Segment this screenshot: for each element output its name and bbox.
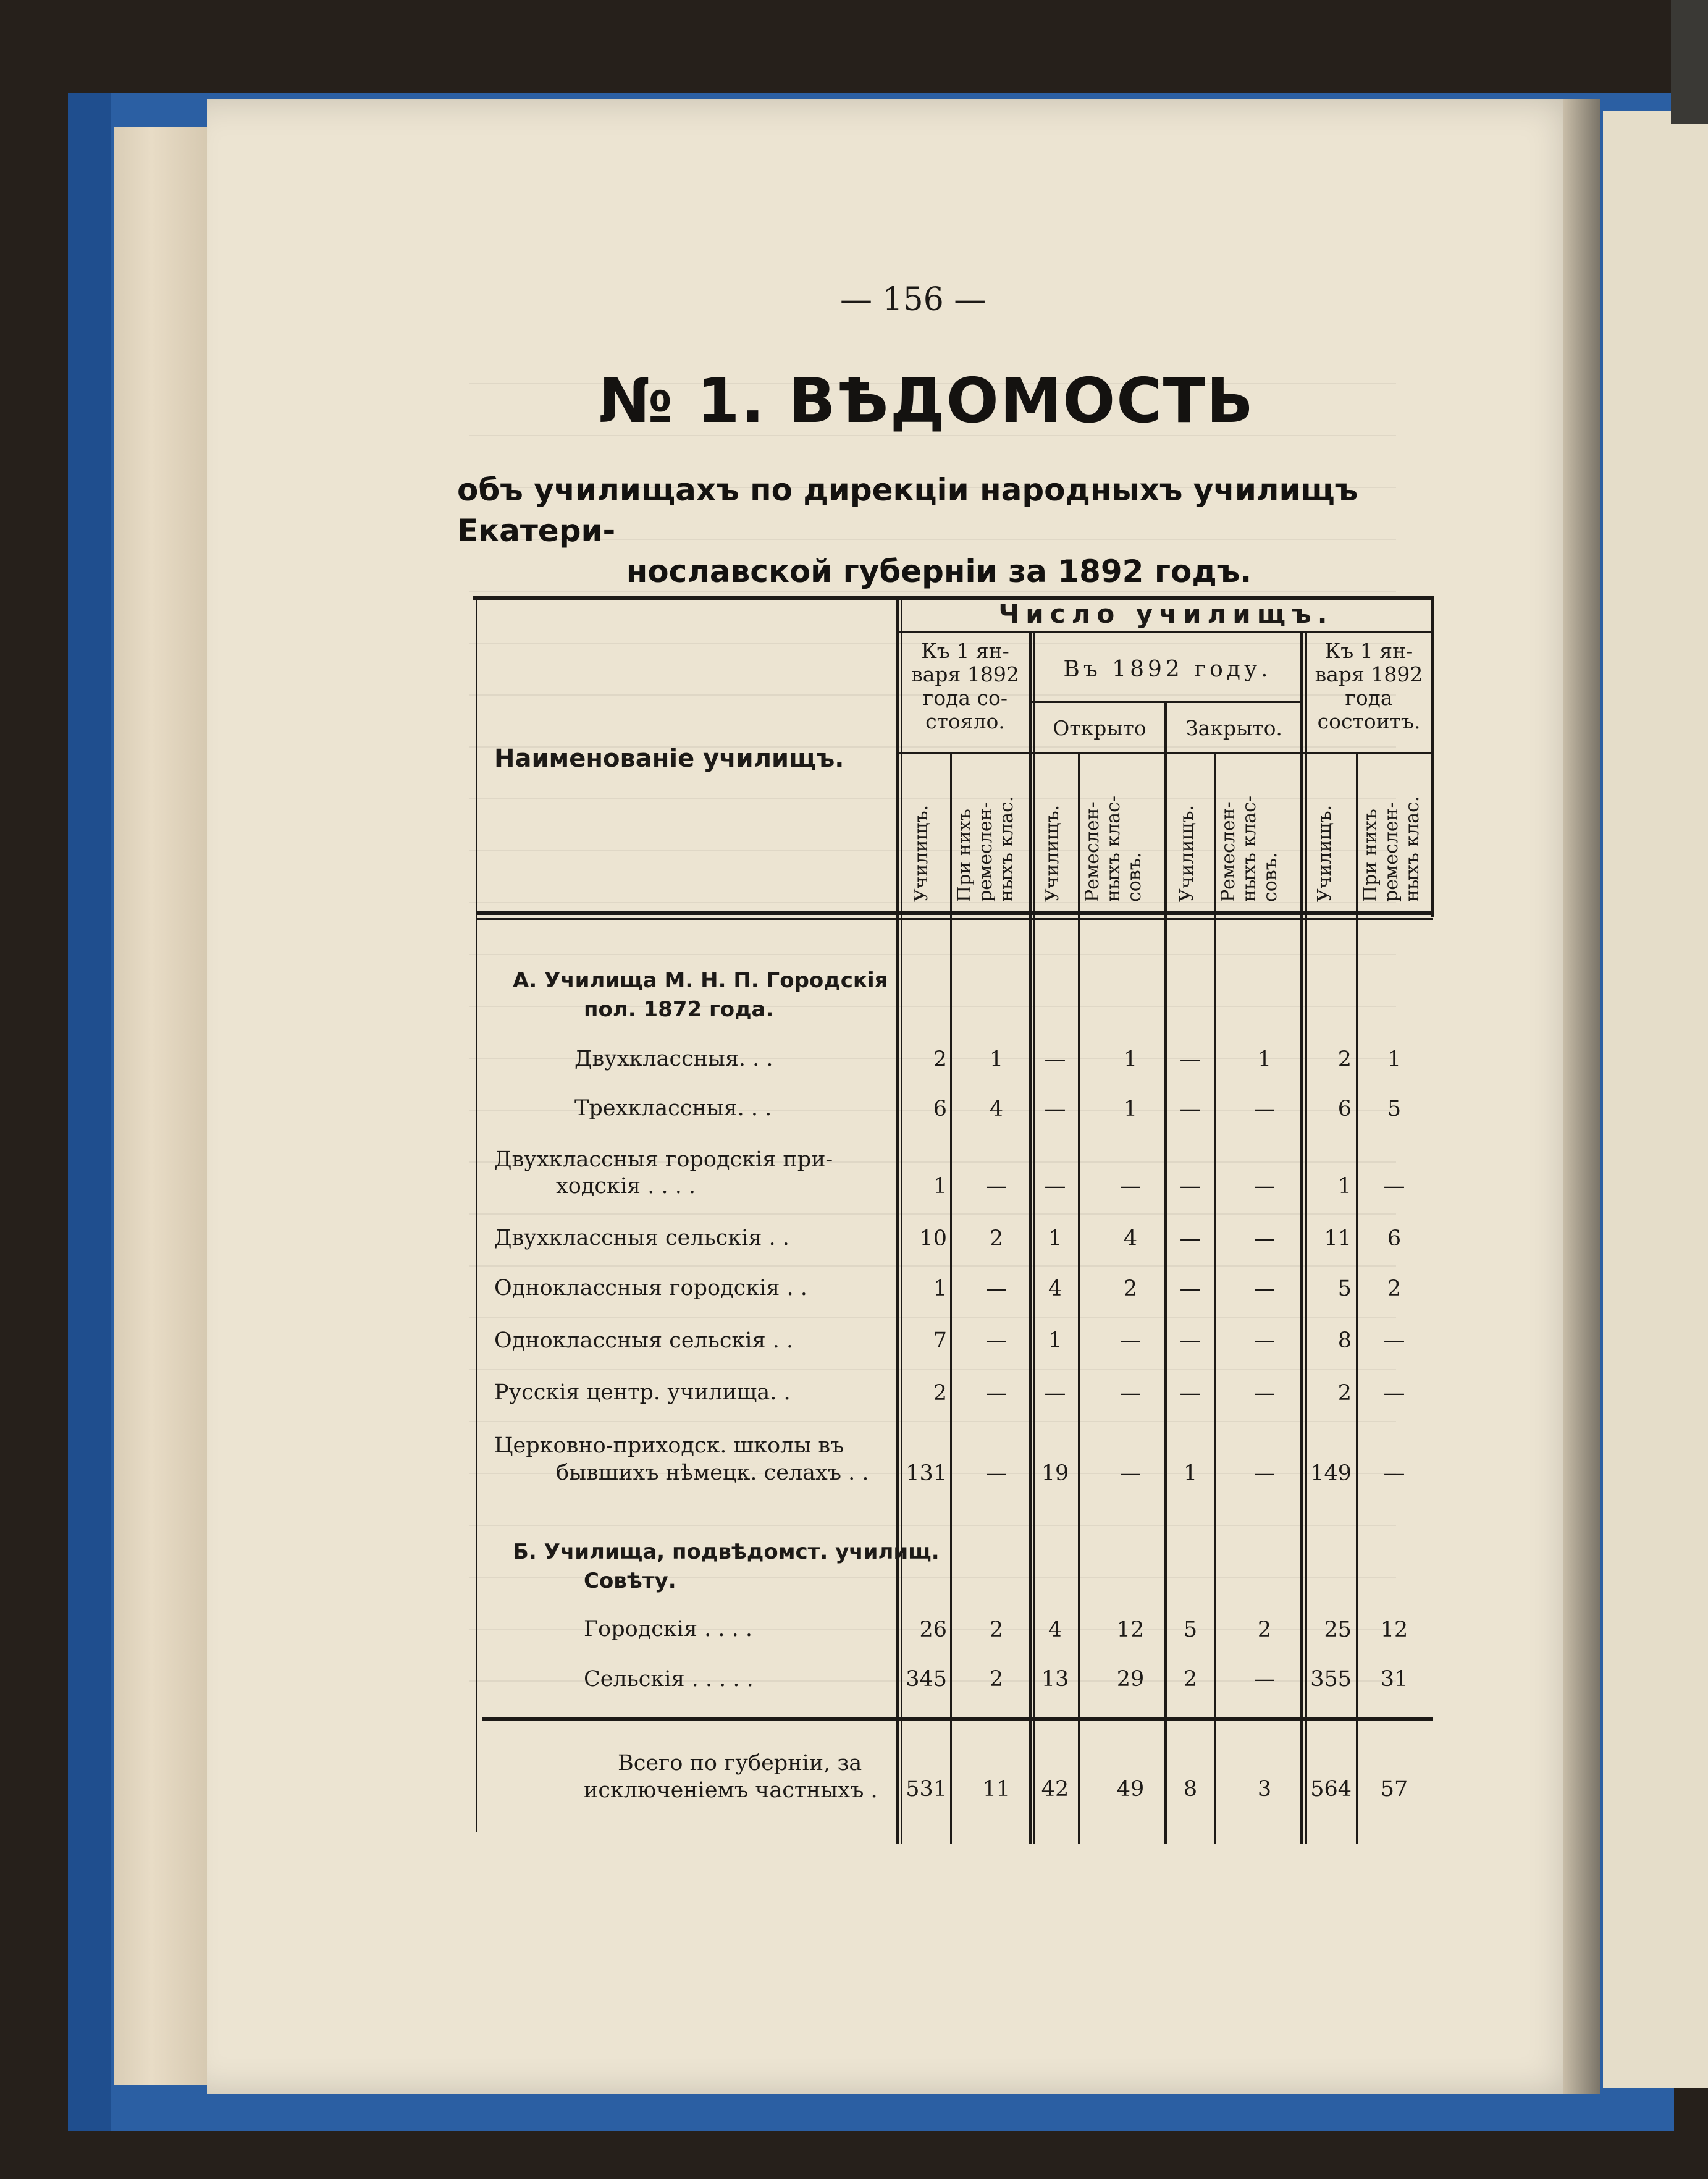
cell: —: [1253, 1226, 1276, 1251]
col-start-header: [902, 639, 1029, 733]
cell: 1: [1257, 1047, 1272, 1072]
section-a-line-1: А. Училища М. Н. П. Городскія: [513, 968, 888, 993]
cell: —: [1253, 1461, 1276, 1486]
cell: 1: [989, 1047, 1004, 1072]
group-header: Число училищъ.: [998, 599, 1334, 629]
cell: 6: [933, 1097, 947, 1121]
cell: 26: [919, 1617, 947, 1642]
cell: 31: [1380, 1667, 1408, 1692]
cell: —: [1119, 1381, 1142, 1406]
cell: —: [1119, 1328, 1142, 1353]
cell: 2: [1183, 1667, 1198, 1692]
cell: 11: [982, 1777, 1011, 1802]
cell: —: [1253, 1276, 1276, 1301]
row-label-6: Русскія центр. училища. .: [494, 1380, 791, 1405]
row-label-2a: Двухклассныя городскія при-: [494, 1147, 833, 1172]
cell: 12: [1116, 1617, 1145, 1642]
cell: —: [1179, 1276, 1201, 1301]
col-start-line-3: года со-: [922, 686, 1008, 710]
col-divider-4: [1078, 752, 1080, 1844]
rule-under-header-2: [476, 918, 1433, 920]
subtitle-line-2: нославской губерніи за 1892 годъ.: [626, 554, 1252, 589]
sub-craft-of-4-b: ремеслен-: [1381, 802, 1402, 902]
col-end-line-2: варя 1892: [1315, 662, 1423, 686]
sub-header-schools-4: Училищъ.: [1314, 804, 1336, 902]
cell: 19: [1041, 1461, 1069, 1486]
col-closed-header: Закрыто.: [1185, 716, 1282, 740]
cell: 1: [1123, 1047, 1138, 1072]
col-divider-6: [1214, 752, 1216, 1844]
cell: —: [1253, 1174, 1276, 1199]
rule-before-total: [482, 1717, 1433, 1721]
sub-craft-3-a: Ремеслен-: [1218, 801, 1239, 902]
row-label-8: Городскія . . . .: [584, 1617, 753, 1642]
rule-under-header: [476, 911, 1433, 915]
cell: —: [1044, 1047, 1066, 1072]
row-label-10a: Всего по губерніи, за: [618, 1751, 862, 1776]
page-subtitle: [457, 470, 1421, 592]
cell: 5: [1387, 1097, 1402, 1121]
cell: 4: [1048, 1617, 1062, 1642]
page-gutter: [1563, 99, 1600, 2094]
row-label-7b: бывшихъ нѣмецк. селахъ . .: [556, 1460, 869, 1485]
sub-header-craft-2: [1082, 760, 1145, 902]
cell: 6: [1387, 1226, 1402, 1251]
rule-under-group-header: [896, 631, 1433, 633]
sub-craft-2-a: Ремеслен-: [1082, 801, 1103, 902]
sub-craft-of-4-a: При нихъ: [1360, 809, 1381, 902]
cell: 7: [933, 1328, 947, 1353]
cell: 1: [1183, 1461, 1198, 1486]
cell: 29: [1116, 1667, 1145, 1692]
row-label-4: Одноклассныя городскія . .: [494, 1276, 807, 1300]
cell: 2: [1387, 1276, 1402, 1301]
cell: 2: [989, 1667, 1004, 1692]
name-column-header: Наименованіе училищъ.: [494, 744, 844, 773]
row-label-9: Сельскія . . . . .: [584, 1667, 754, 1692]
page-edges: [114, 127, 207, 2085]
col-divider-1: [896, 596, 899, 1844]
table-left-rule: [476, 596, 477, 1832]
cell: 2: [989, 1226, 1004, 1251]
page-number: — 156 —: [840, 281, 987, 318]
subtitle-line-1: объ училищахъ по дирекціи народныхъ училищъ Екатери-: [457, 472, 1358, 549]
cell: 2: [933, 1047, 947, 1072]
cell: —: [1179, 1381, 1201, 1406]
col-end-line-1: Къ 1 ян-: [1324, 639, 1413, 663]
col-end-line-4: состоитъ.: [1317, 709, 1421, 733]
col-year-header: Въ 1892 году.: [1063, 657, 1272, 682]
cell: 1: [1337, 1174, 1352, 1199]
cell: —: [1179, 1097, 1201, 1121]
cover-edge: [68, 93, 111, 2131]
cell: 57: [1380, 1777, 1408, 1802]
sub-header-schools-3: Училищъ.: [1176, 804, 1198, 902]
cell: —: [985, 1461, 1008, 1486]
section-b-line-1: Б. Училища, подвѣдомст. училищ.: [513, 1540, 940, 1564]
cell: —: [1383, 1328, 1405, 1353]
cell: —: [1253, 1328, 1276, 1353]
row-label-5: Одноклассныя сельскія . .: [494, 1328, 794, 1353]
col-divider-5: [1164, 701, 1167, 1844]
cell: —: [1383, 1381, 1405, 1406]
cell: —: [1044, 1174, 1066, 1199]
cell: 4: [1048, 1276, 1062, 1301]
row-label-10b: исключеніемъ частныхъ .: [584, 1778, 878, 1803]
cell: —: [985, 1328, 1008, 1353]
sub-craft-of-1-a: При нихъ: [954, 809, 975, 902]
sub-craft-3-b: ныхъ клас-: [1239, 795, 1260, 902]
sub-header-craft-of-4: [1360, 760, 1423, 902]
col-divider-2: [950, 752, 952, 1844]
cell: 355: [1310, 1667, 1352, 1692]
page-title: № 1. ВѢДОМОСТЬ: [598, 365, 1255, 437]
cell: —: [1044, 1097, 1066, 1121]
cell: 1: [933, 1174, 947, 1199]
sub-header-schools-1: Училищъ.: [911, 804, 932, 902]
cell: —: [1383, 1461, 1405, 1486]
cell: 1: [933, 1276, 947, 1301]
cell: 2: [1123, 1276, 1138, 1301]
cell: 13: [1041, 1667, 1069, 1692]
cell: 8: [1337, 1328, 1352, 1353]
sub-header-craft-3: [1218, 760, 1281, 902]
sub-header-craft-of-1: [954, 760, 1017, 902]
sub-header-schools-2: Училищъ.: [1041, 804, 1063, 902]
col-divider-1b: [901, 596, 902, 1844]
cell: 131: [906, 1461, 947, 1486]
cell: —: [985, 1276, 1008, 1301]
col-divider-8: [1356, 752, 1358, 1844]
cell: 5: [1337, 1276, 1352, 1301]
cell: 531: [906, 1777, 947, 1802]
sub-craft-3-c: совъ.: [1260, 852, 1281, 902]
sub-craft-of-1-c: ныхъ клас.: [996, 796, 1017, 902]
cell: —: [1179, 1328, 1201, 1353]
cell: 3: [1257, 1777, 1272, 1802]
cell: —: [1179, 1226, 1201, 1251]
section-a-line-2: пол. 1872 года.: [584, 997, 774, 1022]
cell: 8: [1183, 1777, 1198, 1802]
cell: —: [1179, 1047, 1201, 1072]
cell: —: [1253, 1667, 1276, 1692]
cell: 5: [1183, 1617, 1198, 1642]
col-end-line-3: года: [1345, 686, 1393, 710]
cell: 25: [1324, 1617, 1352, 1642]
cell: —: [1179, 1174, 1201, 1199]
col-start-line-1: Къ 1 ян-: [921, 639, 1009, 663]
cell: 1: [1048, 1226, 1062, 1251]
table-right-rule: [1431, 596, 1434, 917]
col-start-line-2: варя 1892: [911, 662, 1019, 686]
row-label-1: Трехклассныя. . .: [574, 1096, 772, 1121]
col-divider-3: [1029, 631, 1032, 1844]
row-label-0: Двухклассныя. . .: [574, 1047, 773, 1071]
cell: —: [1383, 1174, 1405, 1199]
cell: —: [1119, 1461, 1142, 1486]
row-label-7a: Церковно-приходск. школы въ: [494, 1433, 844, 1458]
facing-page: [1603, 111, 1708, 2088]
section-b-line-2: Совѣту.: [584, 1569, 676, 1593]
cell: 2: [989, 1617, 1004, 1642]
cell: —: [985, 1381, 1008, 1406]
cell: 2: [1337, 1381, 1352, 1406]
col-start-line-4: стояло.: [925, 709, 1005, 733]
cell: 149: [1310, 1461, 1352, 1486]
col-end-header: [1306, 639, 1431, 733]
cell: 42: [1041, 1777, 1069, 1802]
cell: 10: [919, 1226, 947, 1251]
sub-craft-of-1-b: ремеслен-: [975, 802, 996, 902]
cell: —: [1119, 1174, 1142, 1199]
cell: 1: [1387, 1047, 1402, 1072]
cell: 2: [933, 1381, 947, 1406]
cell: 4: [989, 1097, 1004, 1121]
row-label-3: Двухклассныя сельскія . .: [494, 1226, 789, 1250]
sub-craft-2-b: ныхъ клас-: [1103, 795, 1124, 902]
cell: 2: [1337, 1047, 1352, 1072]
cell: 345: [906, 1667, 947, 1692]
cell: 564: [1310, 1777, 1352, 1802]
col-opened-header: Открыто: [1053, 716, 1146, 740]
cell: 12: [1380, 1617, 1408, 1642]
scanner-edge: [1671, 0, 1708, 124]
cell: —: [985, 1174, 1008, 1199]
cell: —: [1253, 1381, 1276, 1406]
sub-craft-2-c: совъ.: [1124, 852, 1145, 902]
cell: 1: [1123, 1097, 1138, 1121]
cell: —: [1044, 1381, 1066, 1406]
cell: 49: [1116, 1777, 1145, 1802]
cell: —: [1253, 1097, 1276, 1121]
cell: 2: [1257, 1617, 1272, 1642]
cell: 4: [1123, 1226, 1138, 1251]
cell: 11: [1324, 1226, 1352, 1251]
sub-craft-of-4-c: ныхъ клас.: [1402, 796, 1423, 902]
row-label-2b: ходскія . . . .: [556, 1174, 696, 1199]
cell: 6: [1337, 1097, 1352, 1121]
cell: 1: [1048, 1328, 1062, 1353]
